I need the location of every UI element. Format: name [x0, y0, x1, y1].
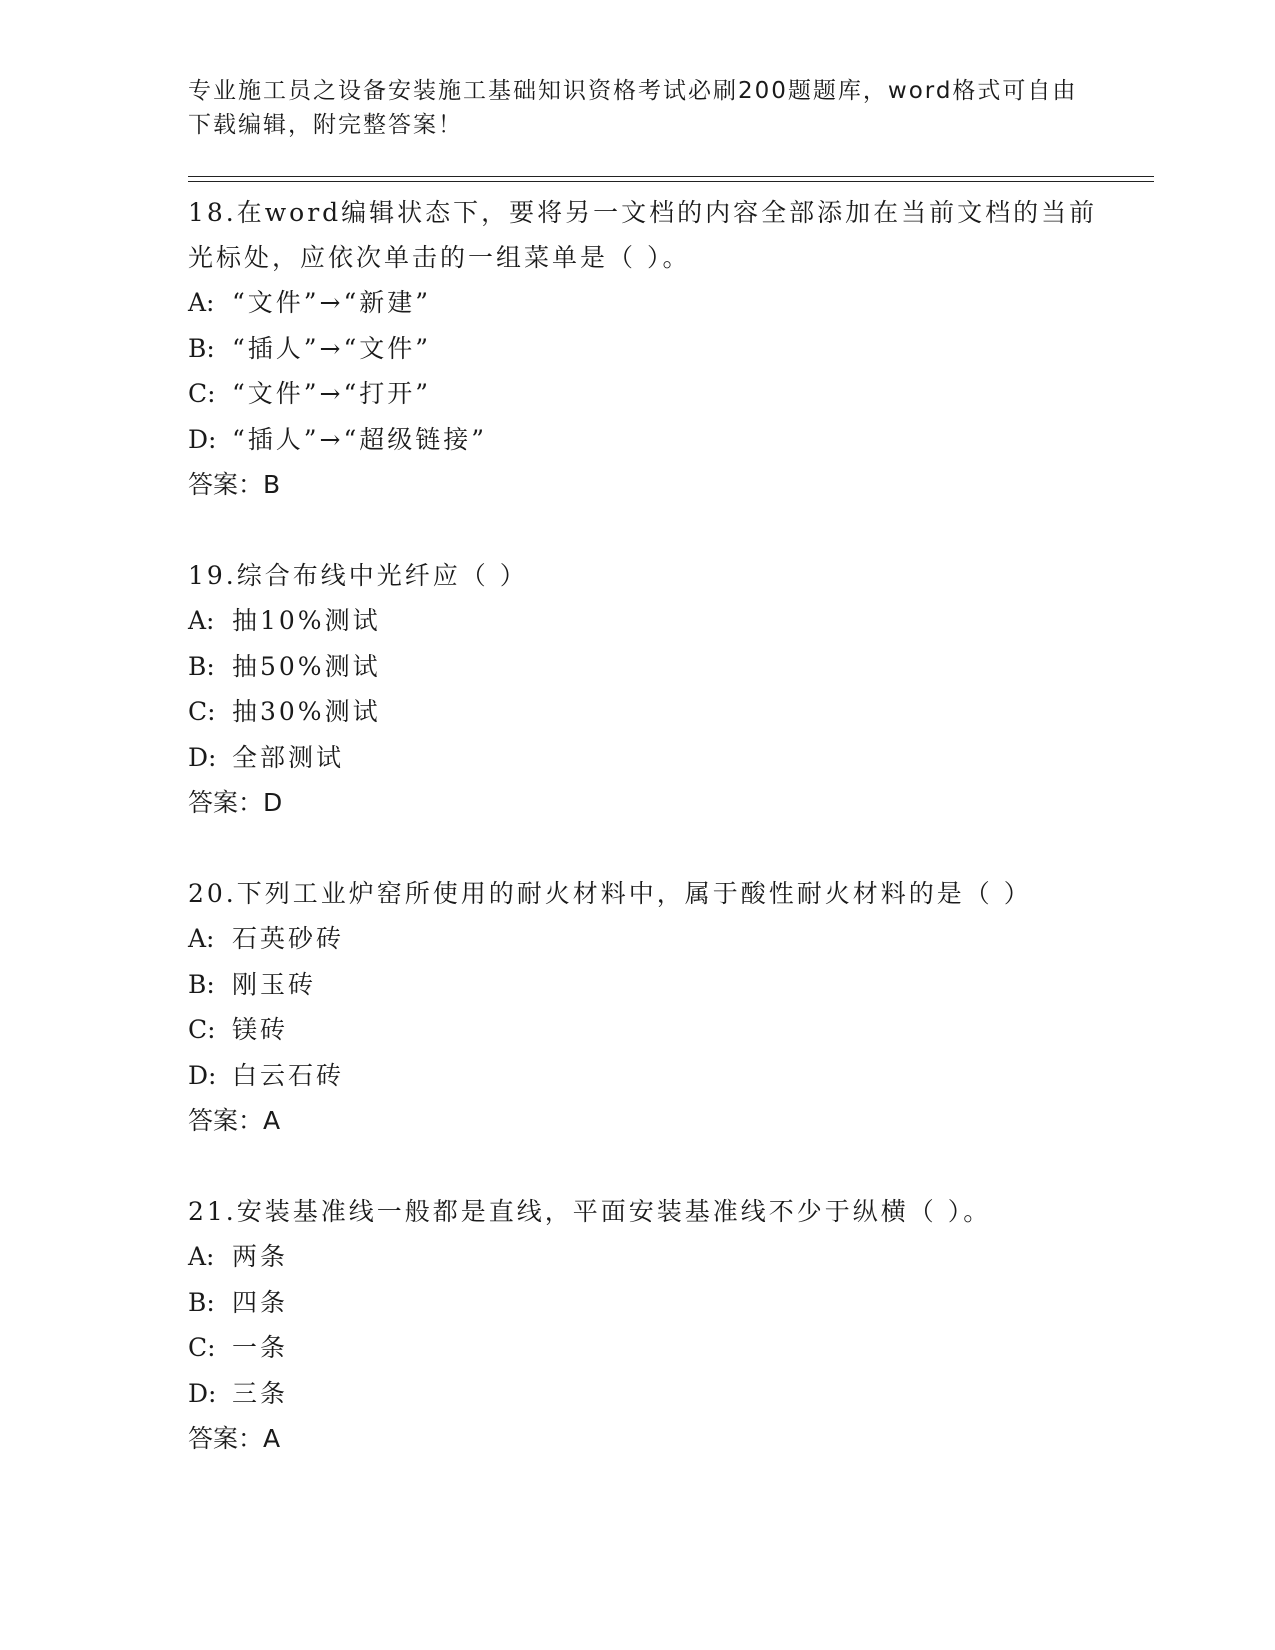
question-stem: 19.综合布线中光纤应（ ） [188, 561, 528, 590]
option-b [188, 1280, 1108, 1326]
option-c [188, 689, 1108, 735]
option-text: 镁砖 [232, 1015, 289, 1044]
option-text: 全部测试 [232, 742, 345, 772]
option-a [188, 1234, 1108, 1280]
option-letter: B: [188, 651, 215, 681]
option-letter: C: [188, 1333, 216, 1362]
option-letter: D: [188, 1378, 217, 1408]
option-letter: B: [188, 969, 215, 999]
option-text: 一条 [232, 1333, 289, 1362]
option-letter: C: [188, 1015, 216, 1044]
option-text: 抽10%测试 [232, 606, 381, 635]
option-a [188, 598, 1108, 644]
option-text: 抽30%测试 [232, 697, 381, 726]
option-d [188, 417, 1108, 463]
option-text: 三条 [232, 1378, 289, 1408]
option-text: “插人”→“文件” [232, 333, 432, 363]
option-d [188, 1053, 1108, 1099]
option-b [188, 962, 1108, 1008]
option-text: “文件”→“新建” [232, 288, 432, 317]
option-letter: B: [188, 1287, 215, 1317]
answer-line: 答案：B [188, 470, 281, 499]
option-letter: A: [188, 606, 215, 635]
option-b [188, 326, 1108, 372]
header-divider-top [188, 176, 1154, 177]
option-a [188, 280, 1108, 326]
option-text: “插人”→“超级链接” [232, 424, 488, 454]
answer-line: 答案：A [188, 1424, 281, 1453]
option-text: “文件”→“打开” [232, 379, 432, 408]
option-c [188, 371, 1108, 417]
header-divider-bottom [188, 181, 1154, 182]
question-stem: 21.安装基准线一般都是直线，平面安装基准线不少于纵横（ ）。 [188, 1197, 992, 1226]
question-stem: 20.下列工业炉窑所使用的耐火材料中，属于酸性耐火材料的是（ ） [188, 879, 1032, 908]
option-letter: C: [188, 697, 216, 726]
option-d [188, 1371, 1108, 1417]
question-18 [188, 190, 1108, 507]
question-stem: 18.在word编辑状态下，要将另一文档的内容全部添加在当前文档的当前光标处，应依次单击的一组菜单是（ ）。 [188, 198, 1098, 272]
option-letter: D: [188, 424, 217, 454]
option-text: 白云石砖 [232, 1060, 345, 1090]
option-d [188, 735, 1108, 781]
document-header: 专业施工员之设备安装施工基础知识资格考试必刷200题题库，word格式可自由下载编辑，附完整答案！ [188, 78, 1078, 138]
option-b [188, 644, 1108, 690]
option-letter: D: [188, 742, 217, 772]
option-letter: D: [188, 1060, 217, 1090]
option-text: 刚玉砖 [232, 969, 317, 999]
answer-line: 答案：A [188, 1106, 281, 1135]
option-c [188, 1007, 1108, 1053]
option-text: 四条 [232, 1287, 289, 1317]
option-letter: A: [188, 924, 215, 953]
option-text: 两条 [232, 1242, 289, 1271]
question-19 [188, 553, 1108, 825]
question-20 [188, 871, 1108, 1143]
option-text: 石英砂砖 [232, 924, 345, 953]
question-list [188, 190, 1108, 1507]
question-21 [188, 1189, 1108, 1461]
option-letter: C: [188, 379, 216, 408]
option-letter: A: [188, 288, 215, 317]
option-letter: A: [188, 1242, 215, 1271]
option-letter: B: [188, 333, 215, 363]
option-text: 抽50%测试 [232, 651, 381, 681]
answer-line: 答案：D [188, 788, 283, 817]
option-a [188, 916, 1108, 962]
option-c [188, 1325, 1108, 1371]
